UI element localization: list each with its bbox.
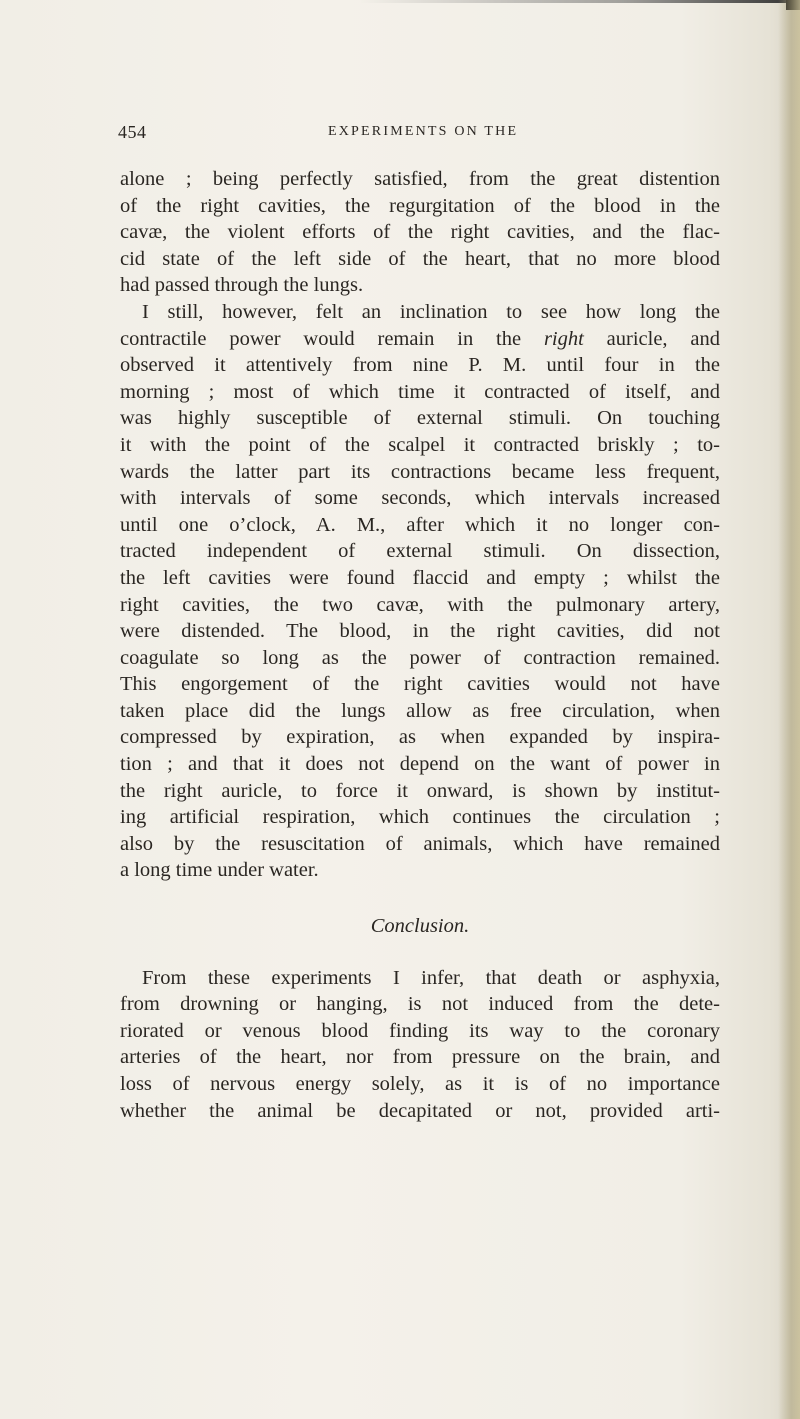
page-edge-shadow — [778, 0, 800, 1419]
text-line: also by the resuscitation of animals, which have remained — [120, 832, 720, 855]
text-line: from drowning or hanging, is not induced from the dete- — [120, 993, 720, 1016]
body-text — [120, 166, 720, 1124]
text-line: wards the latter part its contractions became less frequent, — [120, 460, 720, 483]
text-line: tion ; and that it does not depend on the want of power in — [120, 753, 720, 776]
text-line: the right auricle, to force it onward, is shown by institut- — [120, 779, 720, 802]
text-segment: auricle, and — [583, 327, 720, 350]
section-heading: Conclusion. — [370, 915, 470, 938]
running-head — [118, 122, 718, 146]
text-line: observed it attentively from nine P. M. until four in the — [120, 354, 720, 377]
text-line: ing artificial respiration, which continues the circulation ; — [120, 806, 720, 829]
text-line: it with the point of the scalpel it contracted briskly ; to- — [120, 433, 720, 456]
text-line: right cavities, the two cavæ, with the pulmonary artery, — [120, 593, 720, 616]
text-line: of the right cavities, the regurgitation of the blood in the — [120, 194, 720, 217]
text-line: until one o’clock, A. M., after which it no longer con- — [120, 513, 720, 536]
running-title: EXPERIMENTS ON THE — [328, 124, 519, 139]
text-line: arteries of the heart, nor from pressure on the brain, and — [120, 1046, 720, 1069]
text-line: with intervals of some seconds, which intervals increased — [120, 487, 720, 510]
text-line: had passed through the lungs. — [120, 274, 364, 297]
text-line: riorated or venous blood finding its way to the coronary — [120, 1019, 720, 1042]
text-line: alone ; being perfectly satisfied, from the great distention — [120, 168, 720, 190]
text-line: morning ; most of which time it contracted of itself, and — [120, 380, 720, 403]
text-line: tracted independent of external stimuli. On dissection, — [120, 540, 720, 563]
text-line: From these experiments I infer, that death or asphyxia, — [142, 966, 720, 989]
text-line: were distended. The blood, in the right cavities, did not — [120, 620, 720, 643]
text-line: the left cavities were found flaccid and empty ; whilst the — [120, 566, 720, 589]
text-line: I still, however, felt an inclination to see how long the — [142, 300, 720, 323]
italic-word: right — [543, 327, 584, 350]
top-edge-rule — [360, 0, 800, 3]
text-line: whether the animal be decapitated or not, provided arti- — [120, 1099, 720, 1122]
text-line: taken place did the lungs allow as free circulation, when — [120, 699, 720, 722]
text-line: coagulate so long as the power of contraction remained. — [120, 646, 720, 669]
text-line: a long time under water. — [120, 859, 319, 882]
page-number: 454 — [118, 122, 147, 142]
text-line: cid state of the left side of the heart, that no more blood — [120, 247, 720, 270]
text-line: was highly susceptible of external stimuli. On touching — [120, 407, 720, 430]
text-segment: contractile power would remain in the — [120, 327, 544, 350]
text-line: compressed by expiration, as when expanded by inspira- — [120, 726, 720, 749]
text-line: This engorgement of the right cavities would not have — [120, 673, 720, 696]
text-line: cavæ, the violent efforts of the right cavities, and the flac- — [120, 221, 720, 244]
text-line: loss of nervous energy solely, as it is of no importance — [120, 1073, 720, 1095]
text-line-with-italic — [120, 326, 720, 353]
